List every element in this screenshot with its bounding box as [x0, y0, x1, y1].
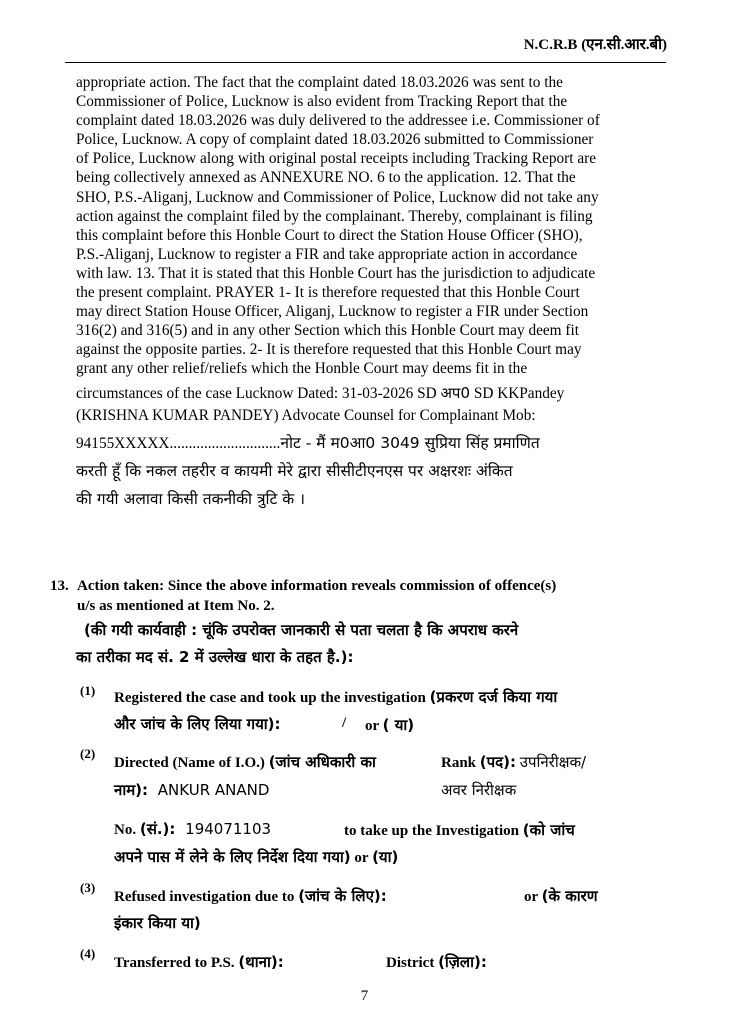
item-3-line1: Refused investigation due to (जांच के लिए): [114, 887, 387, 905]
item-1-line2: और जांच के लिए लिया गया): [114, 715, 281, 733]
item-3-or: or (के कारण [524, 887, 598, 905]
item-2-label: Directed (Name of I.O.) (जांच अधिकारी का [114, 753, 376, 771]
item-1-number: (1) [80, 683, 96, 698]
paragraph-line: 316(2) and 316(5) and in any other Section which this Honble Court may deem fit [76, 322, 579, 340]
item-1-or: or ( या) [365, 716, 415, 734]
item-2-invest: to take up the Investigation (को जांच [344, 821, 575, 839]
paragraph-line-advocate: (KRISHNA KUMAR PANDEY) Advocate Counsel for Complainant Mob: [76, 407, 536, 424]
item-1-line1: Registered the case and took up the investigation (प्रकरण दर्ज किया गया [114, 688, 558, 706]
paragraph-line: with law. 13. That it is stated that this Honble Court has the jurisdiction to adjudicate [76, 264, 596, 282]
item-3-line2: इंकार किया या) [114, 914, 201, 932]
section-title-line2: u/s as mentioned at Item No. 2. [77, 598, 275, 614]
paragraph-line: against the opposite parties. 2- It is therefore requested that this Honble Court may [76, 341, 582, 359]
paragraph-line: this complaint before this Honble Court to direct the Station House Officer (SHO), [76, 226, 583, 244]
item-2-number-field: No. (सं.): 194071103 [114, 820, 272, 838]
item-2-name: नाम): ANKUR ANAND [114, 781, 270, 799]
item-1-slash: / [342, 715, 347, 731]
header-divider [65, 62, 666, 63]
paragraph-line: complaint dated 18.03.2026 was duly delivered to the addressee i.e. Commissioner of [76, 112, 600, 130]
paragraph-line: grant any other relief/reliefs which the Honble Court may deems fit in the [76, 360, 528, 378]
paragraph-line: P.S.-Aliganj, Lucknow to register a FIR and take appropriate action in accordance [76, 245, 578, 263]
item-2-line4: अपने पास में लेने के लिए निर्देश दिया गया) or (या) [114, 848, 399, 866]
item-2-number: (2) [80, 746, 96, 761]
paragraph-line-certification: करती हूँ कि नकल तहरीर व कायमी मेरे द्वारा सीसीटीएनएस पर अक्षरशः अंकित [76, 462, 513, 480]
item-3-number: (3) [80, 880, 96, 895]
paragraph-line: Commissioner of Police, Lucknow is also evident from Tracking Report that the [76, 93, 568, 111]
paragraph-line-mobile-note: 94155XXXXX.............................नोट - मैं म0आ0 3049 सुप्रिया सिंह प्रमाणित [76, 434, 540, 452]
item-2-rank: Rank (पद): उपनिरीक्षक/ [441, 753, 587, 771]
complaint-paragraph [76, 73, 666, 379]
paragraph-line: being collectively annexed as ANNEXURE NO. 6 to the application. 12. That the [76, 169, 576, 187]
page-number: 7 [360, 988, 369, 1004]
section-hindi-line1: (की गयी कार्यवाही : चूंकि उपरोक्त जानकारी से पता चलता है कि अपराध करने [84, 621, 519, 639]
section-title-line1: Action taken: Since the above information reveals commission of offence(s) [77, 578, 557, 594]
paragraph-line: of Police, Lucknow along with original postal receipts including Tracking Report are [76, 150, 596, 168]
paragraph-line-circumstances: circumstances of the case Lucknow Dated: 31-03-2026 SD अप0 SD KKPandey [76, 384, 565, 402]
item-4-police-station: Transferred to P.S. (थाना): [114, 953, 284, 971]
paragraph-line: may direct Station House Officer, Aliganj, Lucknow to register a FIR under Section [76, 303, 589, 321]
item-4-district: District (ज़िला): [386, 953, 487, 971]
paragraph-line: Police, Lucknow. A copy of complaint dated 18.03.2026 submitted to Commissioner [76, 131, 594, 149]
section-number: 13. [50, 578, 69, 594]
paragraph-line: the present complaint. PRAYER 1- It is therefore requested that this Honble Court [76, 284, 580, 302]
paragraph-line: appropriate action. The fact that the complaint dated 18.03.2026 was sent to the [76, 74, 563, 91]
paragraph-line: action against the complaint filed by the complainant. Thereby, complainant is filing [76, 207, 593, 225]
page-header: N.C.R.B (एन.सी.आर.बी) [523, 37, 667, 53]
paragraph-line: SHO, P.S.-Aliganj, Lucknow and Commissioner of Police, Lucknow did not take any [76, 188, 599, 206]
section-hindi-line2: का तरीका मद सं. 2 में उल्लेख धारा के तहत है.): [76, 648, 354, 666]
paragraph-line-certification-end: की गयी अलावा किसी तकनीकी त्रुटि के । [76, 490, 305, 508]
item-2-rank-value-line2: अवर निरीक्षक [441, 781, 517, 799]
item-4-number: (4) [80, 946, 96, 961]
